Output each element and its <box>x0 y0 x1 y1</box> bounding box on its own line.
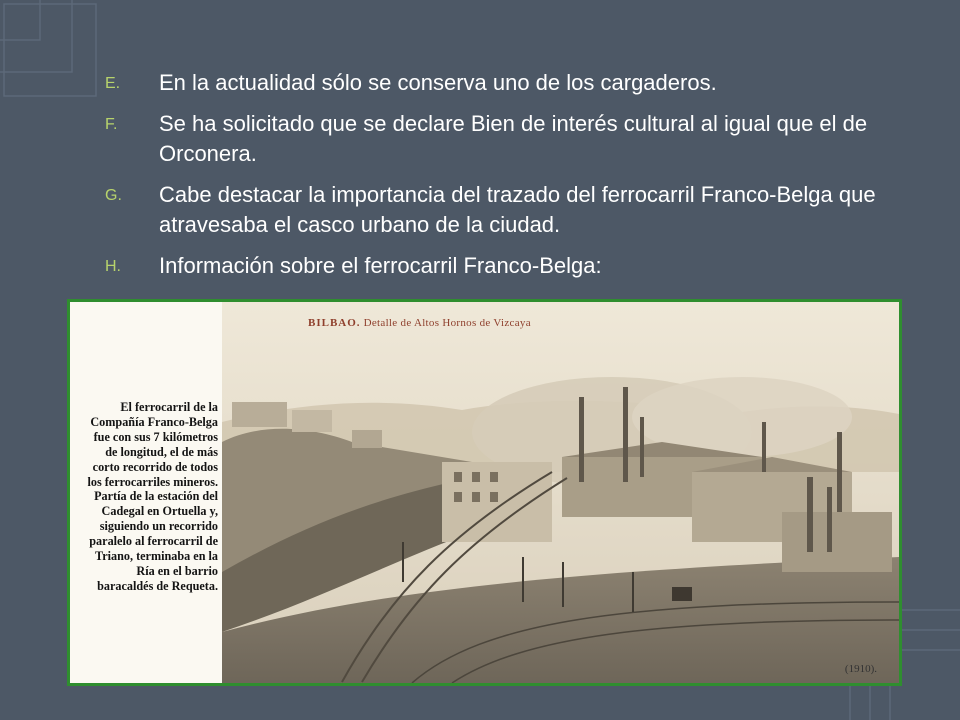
bullet-text: En la actualidad sólo se conserva uno de los cargaderos. <box>159 70 717 95</box>
bullet-marker: G. <box>105 187 122 204</box>
bullet-text: Cabe destacar la importancia del trazado del ferrocarril Franco-Belga que atravesaba el casco urbano de la ciudad. <box>159 182 876 237</box>
bullet-text: Se ha solicitado que se declare Bien de interés cultural al igual que el de Orconera. <box>159 111 868 166</box>
photo-year: (1910). <box>844 663 877 675</box>
photo-title-text: Detalle de Altos Hornos de Vizcaya <box>363 317 531 329</box>
bullet-item-h <box>105 251 885 281</box>
bullet-marker: E. <box>105 75 121 92</box>
photo-title-city: BILBAO. <box>308 317 361 329</box>
bullet-item-f <box>105 109 885 169</box>
bullet-marker: H. <box>105 258 121 275</box>
industrial-scene-illustration <box>222 302 899 683</box>
bullet-item-g <box>105 180 885 240</box>
bullet-item-e <box>105 68 885 98</box>
historic-photo <box>70 302 899 683</box>
corner-decoration-top-left <box>0 0 110 110</box>
photo-title <box>308 317 531 329</box>
photo-caption: El ferrocarril de la Compañía Franco-Belga fue con sus 7 kilómetros de longitud, el de más corto recorrido de todos los ferrocarriles mineros. Partía de la estación del Cadegal en Ortuella y, siguiendo un recorrido paralelo al ferrocarril de Triano, terminaba en la Ría en el barrio baracaldés de Requeta. <box>87 400 218 593</box>
historic-photo-frame <box>67 299 902 686</box>
bullet-marker: F. <box>105 116 118 133</box>
bullet-list <box>105 68 885 292</box>
photo-caption-panel <box>70 302 222 683</box>
bullet-text: Información sobre el ferrocarril Franco-Belga: <box>159 253 602 278</box>
steelworks-illustration <box>222 302 899 683</box>
